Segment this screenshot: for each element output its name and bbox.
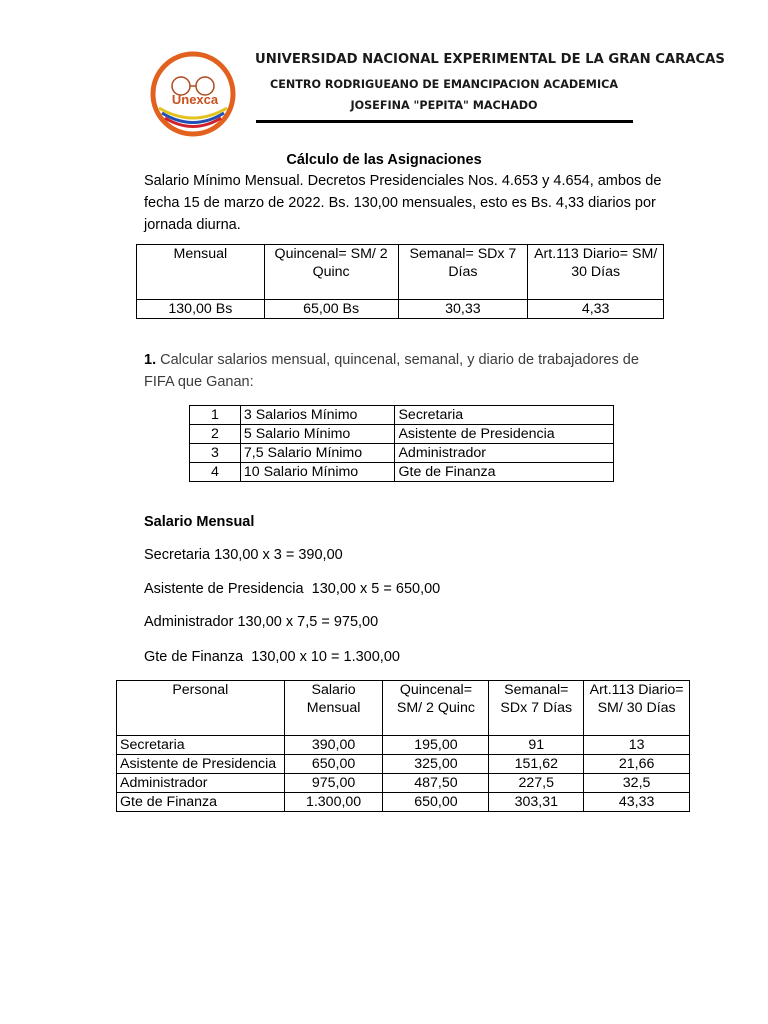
table-cell: 151,62	[489, 755, 584, 774]
header-text: Quinc	[312, 264, 350, 280]
table-cell: 195,00	[383, 736, 489, 755]
table-cell: 1	[190, 406, 241, 425]
table-header-cell: Quincenal= SM/ 2 Quinc	[383, 681, 489, 736]
table-row	[117, 774, 690, 793]
salary-summary-table	[116, 680, 690, 812]
header-divider	[256, 120, 633, 123]
table-cell: 303,31	[489, 793, 584, 812]
table-cell: 3	[190, 444, 241, 463]
table-header-row	[137, 245, 664, 300]
question-text: Calcular salarios mensual, quincenal, semanal, y diario de trabajadores de FIFA que Ganan:	[144, 352, 639, 390]
table-header-cell: Semanal= SDx 7 Días	[489, 681, 584, 736]
table-cell: 10 Salario Mínimo	[240, 463, 395, 482]
table-cell: 487,50	[383, 774, 489, 793]
table-cell: 65,00 Bs	[264, 300, 398, 319]
table-cell: 325,00	[383, 755, 489, 774]
header-name: JOSEFINA "PEPITA" MACHADO	[350, 99, 538, 112]
unexca-logo	[145, 50, 241, 138]
table-cell: Gte de Finanza	[395, 463, 614, 482]
table-row	[117, 793, 690, 812]
table-row	[137, 300, 664, 319]
table-cell: 650,00	[383, 793, 489, 812]
header-center: CENTRO RODRIGUEANO DE EMANCIPACION ACADEMICA	[270, 78, 618, 91]
table-cell: Asistente de Presidencia	[395, 425, 614, 444]
table-cell: 130,00 Bs	[137, 300, 265, 319]
table-cell: 975,00	[284, 774, 383, 793]
section-title: Salario Mensual	[144, 514, 255, 530]
table-cell: 4	[190, 463, 241, 482]
table-header-row	[117, 681, 690, 736]
table-cell: 390,00	[284, 736, 383, 755]
calc-line: Asistente de Presidencia 130,00 x 5 = 650,00	[144, 581, 441, 597]
table-cell: 227,5	[489, 774, 584, 793]
intro-paragraph: Salario Mínimo Mensual. Decretos Presidenciales Nos. 4.653 y 4.654, ambos de fecha 15 de marzo de 2022. Bs. 130,00 mensuales, esto es Bs. 4,33 diarios por jornada diurna.	[144, 173, 662, 233]
table-cell: 21,66	[584, 755, 690, 774]
calc-line: Secretaria 130,00 x 3 = 390,00	[144, 547, 343, 563]
table-cell: 32,5	[584, 774, 690, 793]
table-cell: 91	[489, 736, 584, 755]
table-header-cell	[264, 245, 398, 300]
table-cell: Secretaria	[117, 736, 285, 755]
table-row	[190, 463, 614, 482]
table-cell: 13	[584, 736, 690, 755]
page-title: Cálculo de las Asignaciones	[286, 152, 482, 168]
table-header-cell: Semanal= SDx 7 Días	[398, 245, 528, 300]
table-cell: 650,00	[284, 755, 383, 774]
table-cell: 2	[190, 425, 241, 444]
table-cell: 4,33	[528, 300, 664, 319]
table-cell: Administrador	[117, 774, 285, 793]
calc-line: Gte de Finanza 130,00 x 10 = 1.300,00	[144, 649, 400, 665]
table-row	[190, 425, 614, 444]
table-row	[190, 406, 614, 425]
table-cell: Asistente de Presidencia	[117, 755, 285, 774]
minimum-salary-table	[136, 244, 664, 319]
workers-table	[189, 405, 614, 482]
table-row	[117, 755, 690, 774]
table-header-cell: Mensual	[137, 245, 265, 300]
table-row	[117, 736, 690, 755]
table-header-cell: Art.113 Diario= SM/ 30 Días	[584, 681, 690, 736]
logo-text: Unexca	[171, 92, 219, 107]
table-cell: 30,33	[398, 300, 528, 319]
table-cell: Administrador	[395, 444, 614, 463]
table-header-cell: Salario Mensual	[284, 681, 383, 736]
question-number: 1.	[144, 352, 157, 368]
table-cell: 43,33	[584, 793, 690, 812]
table-cell: 7,5 Salario Mínimo	[240, 444, 395, 463]
table-cell: 1.300,00	[284, 793, 383, 812]
table-cell: 3 Salarios Mínimo	[240, 406, 395, 425]
table-cell: Gte de Finanza	[117, 793, 285, 812]
calc-line: Administrador 130,00 x 7,5 = 975,00	[144, 614, 379, 630]
header-text: Quincenal= SM/ 2	[274, 246, 388, 262]
table-header-cell: Personal	[117, 681, 285, 736]
header-university: UNIVERSIDAD NACIONAL EXPERIMENTAL DE LA GRAN CARACAS	[255, 52, 725, 67]
table-row	[190, 444, 614, 463]
table-cell: Secretaria	[395, 406, 614, 425]
table-header-cell: Art.113 Diario= SM/ 30 Días	[528, 245, 664, 300]
table-cell: 5 Salario Mínimo	[240, 425, 395, 444]
question-1	[144, 349, 664, 393]
